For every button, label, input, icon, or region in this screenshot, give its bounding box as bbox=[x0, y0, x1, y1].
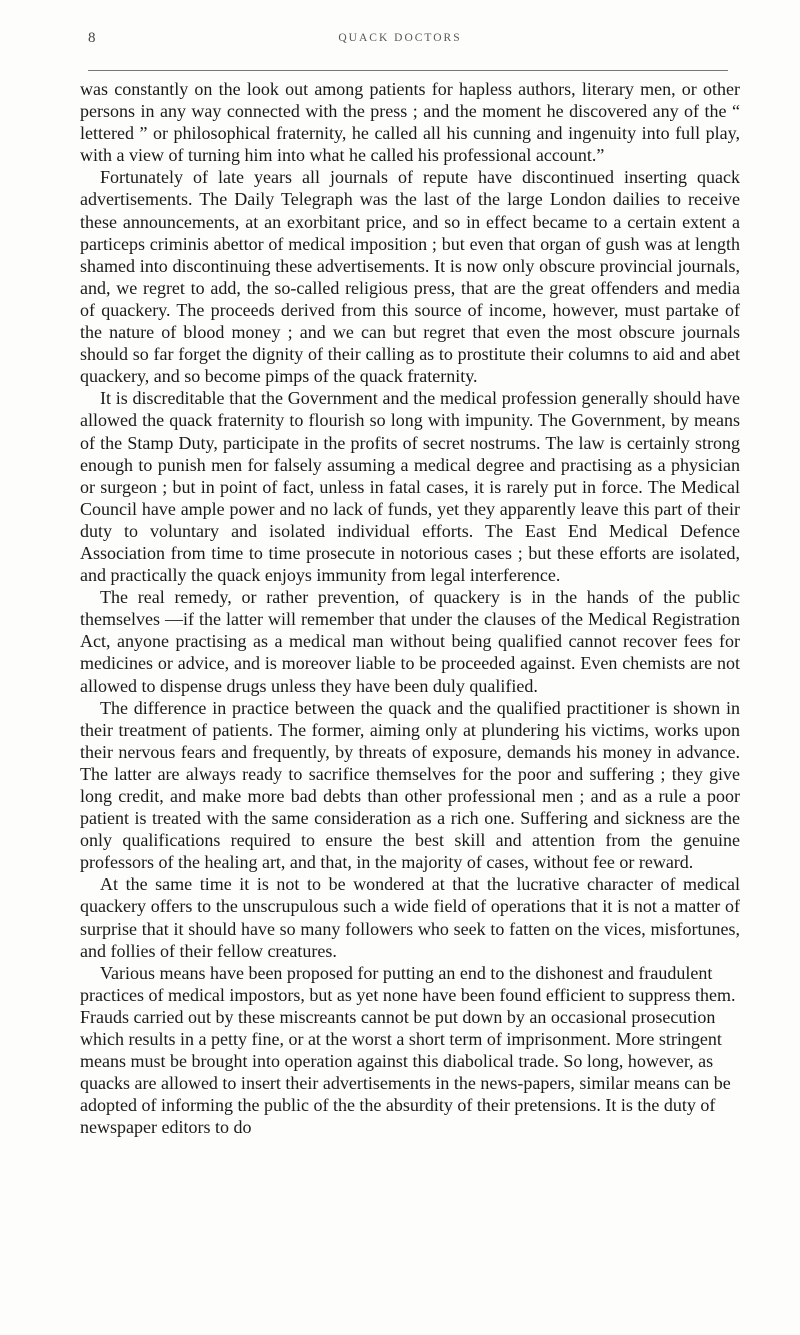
paragraph: Fortunately of late years all journals of repute have discontinued inserting quack advertisements. The Daily Telegraph was the last of the large London dailies to receive these announcements, at an exorbitant price, and so in effect became to a certain extent a particeps criminis abettor of medical imposition ; but even that organ of gush was at length shamed into discontinuing these advertisements. It is now only obscure provincial journals, and, we regret to add, the so-called religious press, that are the great offenders and media of quackery. The proceeds derived from this source of income, however, must partake of the nature of blood money ; and we can but regret that even the most obscure journals should so far forget the dignity of their calling as to prostitute their columns to aid and abet quackery, and so become pimps of the quack fraternity. bbox=[80, 167, 740, 387]
paragraph: was constantly on the look out among patients for hapless authors, literary men, or other persons in any way connected with the press ; and the moment he discovered any of the “ lettered ” or philosophical fraternity, he called all his cunning and ingenuity into full play, with a view of turning him into what he called his professional account.” bbox=[80, 79, 740, 166]
page-number: 8 bbox=[88, 30, 96, 46]
page-header bbox=[0, 30, 800, 54]
paragraph: It is discreditable that the Government and the medical profession generally should have allowed the quack fraternity to flourish so long with impunity. The Government, by means of the Stamp Duty, participate in the profits of secret nostrums. The law is certainly strong enough to punish men for falsely assuming a medical degree and practising as a physician or surgeon ; but in point of fact, unless in fatal cases, it is rarely put in force. The Medical Council have ample power and no lack of funds, yet they apparently leave this part of their duty to voluntary and isolated individual efforts. The East End Medical Defence Association from time to time prosecute in notorious cases ; but these efforts are isolated, and practically the quack enjoys immunity from legal interference. bbox=[80, 388, 740, 586]
paragraph: The real remedy, or rather prevention, of quackery is in the hands of the public themselves —if the latter will remember that under the clauses of the Medical Registration Act, anyone practising as a medical man without being qualified cannot recover fees for medicines or advice, and is moreover liable to be proceeded against. Even chemists are not allowed to dispense drugs unless they have been duly qualified. bbox=[80, 587, 740, 696]
body-text bbox=[80, 78, 740, 1139]
paragraph: Various means have been proposed for putting an end to the dishonest and fraudulent practices of medical impostors, but as yet none have been found efficient to suppress them. Frauds carried out by these miscreants cannot be put down by an occasional prosecution which results in a petty fine, or at the worst a short term of imprisonment. More stringent means must be brought into operation against this diabolical trade. So long, however, as quacks are allowed to insert their advertisements in the news-papers, similar means can be adopted of informing the public of the the absurdity of their pretensions. It is the duty of newspaper editors to do bbox=[80, 962, 736, 1138]
running-title: QUACK DOCTORS bbox=[338, 32, 462, 44]
header-rule bbox=[88, 70, 728, 71]
paragraph: At the same time it is not to be wondered at that the lucrative character of medical quackery offers to the unscrupulous such a wide field of operations that it is not a matter of surprise that it should have so many followers who seek to fatten on the vices, misfortunes, and follies of their fellow creatures. bbox=[80, 874, 740, 961]
paragraph: The difference in practice between the quack and the qualified practitioner is shown in their treatment of patients. The former, aiming only at plundering his victims, works upon their nervous fears and frequently, by threats of exposure, demands his money in advance. The latter are always ready to sacrifice themselves for the poor and suffering ; they give long credit, and make more bad debts than other professional men ; and as a rule a poor patient is treated with the same consideration as a rich one. Suffering and sickness are the only qualifications required to ensure the best skill and attention from the genuine professors of the healing art, and that, in the majority of cases, without fee or reward. bbox=[80, 697, 740, 873]
